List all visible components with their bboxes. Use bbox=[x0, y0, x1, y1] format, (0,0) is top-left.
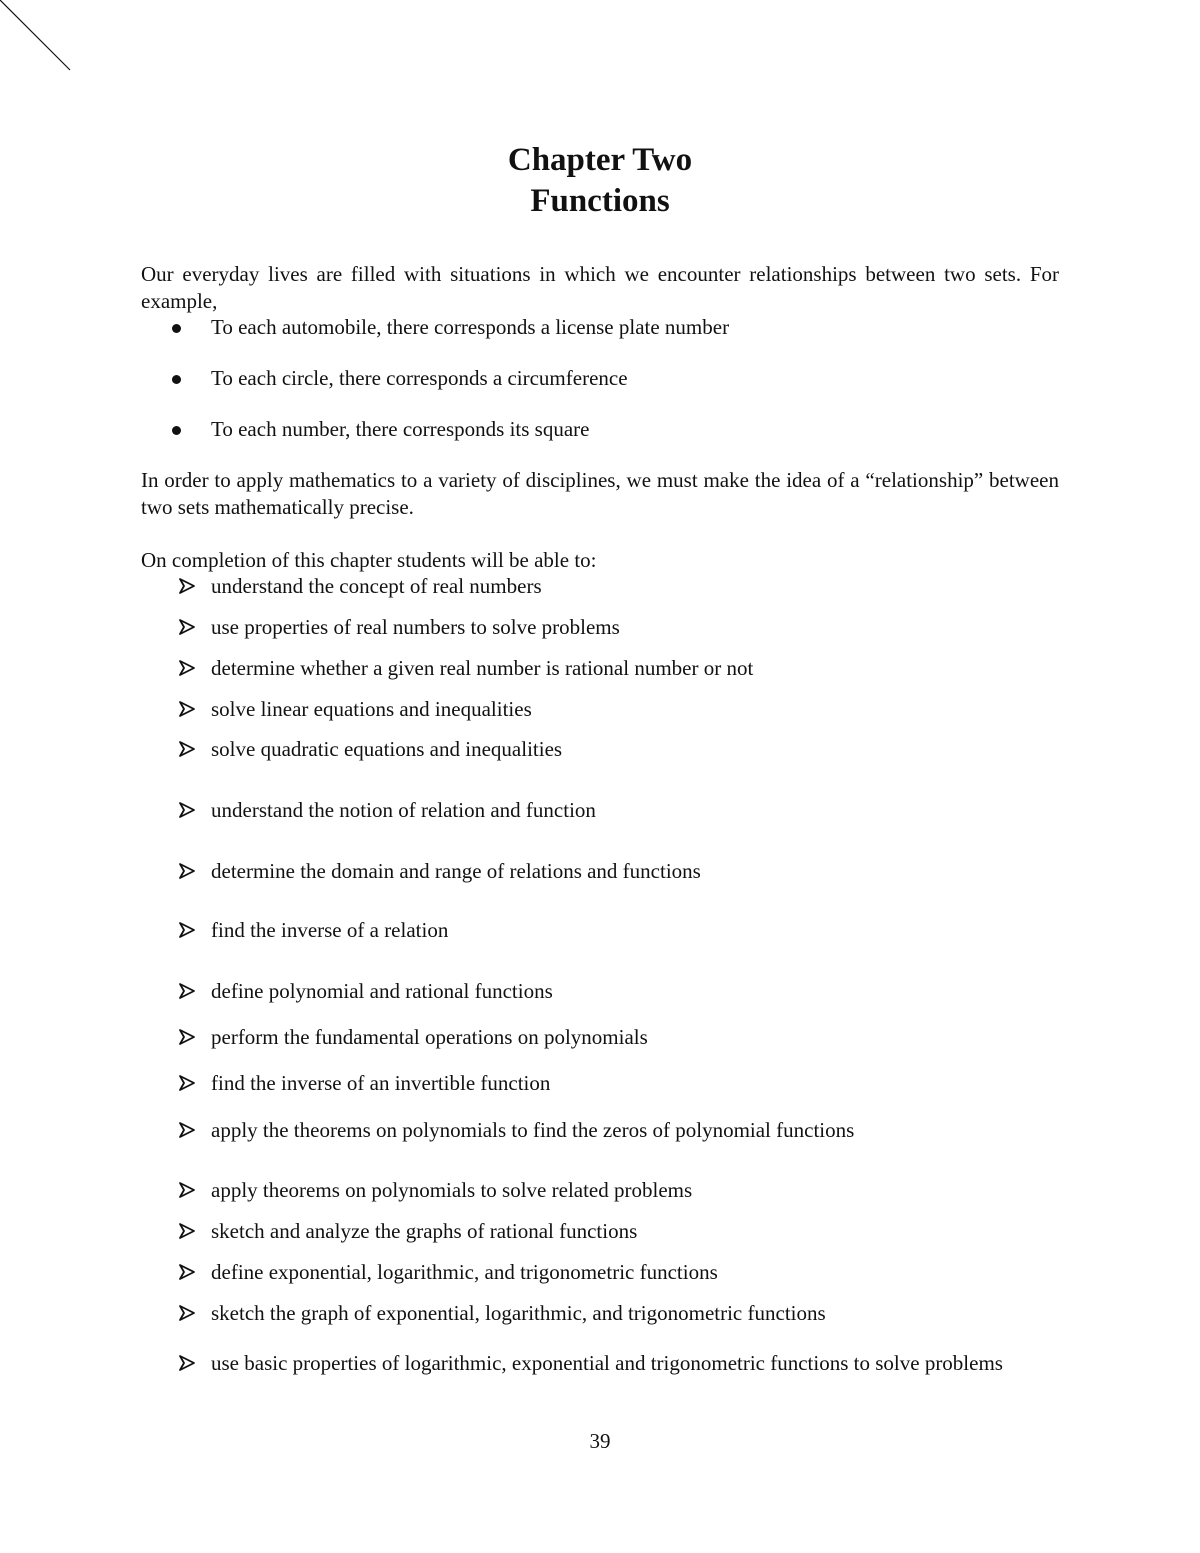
objective-item bbox=[172, 1350, 1059, 1378]
arrowhead-bullet-icon bbox=[178, 982, 196, 1000]
objective-item bbox=[172, 1070, 1059, 1098]
example-text: To each circle, there corresponds a circumference bbox=[211, 366, 628, 390]
objective-item bbox=[172, 1300, 1059, 1328]
arrowhead-bullet-icon bbox=[178, 1222, 196, 1240]
arrowhead-bullet-icon bbox=[178, 1028, 196, 1046]
objective-item bbox=[172, 696, 1059, 724]
arrowhead-bullet-icon bbox=[178, 618, 196, 636]
motivation-paragraph: In order to apply mathematics to a variety of disciplines, we must make the idea of a “relationship” between two sets mathematically precise. bbox=[141, 468, 1059, 519]
objective-text: find the inverse of an invertible function bbox=[211, 1071, 551, 1095]
objective-text: sketch the graph of exponential, logarithmic, and trigonometric functions bbox=[211, 1301, 826, 1325]
example-text: To each number, there corresponds its square bbox=[211, 417, 590, 441]
objective-text: sketch and analyze the graphs of rational functions bbox=[211, 1219, 638, 1243]
arrowhead-bullet-icon bbox=[178, 921, 196, 939]
arrowhead-bullet-icon bbox=[178, 659, 196, 677]
objective-text: determine the domain and range of relations and functions bbox=[211, 859, 701, 883]
chapter-title-line1: Chapter Two bbox=[507, 142, 693, 178]
arrowhead-bullet-icon bbox=[178, 1074, 196, 1092]
objective-item bbox=[172, 1259, 1059, 1287]
bullet-dot-icon bbox=[172, 426, 181, 435]
objective-text: find the inverse of a relation bbox=[211, 918, 449, 942]
bullet-dot-icon bbox=[172, 375, 181, 384]
chapter-title-line2: Functions bbox=[530, 183, 670, 219]
objective-text: define exponential, logarithmic, and trigonometric functions bbox=[211, 1260, 718, 1284]
objective-item bbox=[172, 917, 1059, 945]
example-text: To each automobile, there corresponds a license plate number bbox=[211, 315, 730, 339]
arrowhead-bullet-icon bbox=[178, 862, 196, 880]
corner-diagonal-line bbox=[0, 0, 80, 80]
objective-text: determine whether a given real number is rational number or not bbox=[211, 656, 754, 680]
arrowhead-bullet-icon bbox=[178, 700, 196, 718]
objective-text: understand the notion of relation and function bbox=[211, 798, 596, 822]
objective-item bbox=[172, 1117, 1059, 1145]
objective-text: apply the theorems on polynomials to find the zeros of polynomial functions bbox=[211, 1118, 855, 1142]
page-number: 39 bbox=[589, 1429, 611, 1453]
arrowhead-bullet-icon bbox=[178, 1181, 196, 1199]
objective-item bbox=[172, 978, 1059, 1006]
arrowhead-bullet-icon bbox=[178, 1354, 196, 1372]
objective-item bbox=[172, 614, 1059, 642]
arrowhead-bullet-icon bbox=[178, 1304, 196, 1322]
objective-text: define polynomial and rational functions bbox=[211, 979, 553, 1003]
arrowhead-bullet-icon bbox=[178, 1121, 196, 1139]
arrowhead-bullet-icon bbox=[178, 801, 196, 819]
objective-text: solve quadratic equations and inequalities bbox=[211, 737, 563, 761]
objectives-intro: On completion of this chapter students will be able to: bbox=[141, 548, 597, 572]
arrowhead-bullet-icon bbox=[178, 577, 196, 595]
objective-text: use basic properties of logarithmic, exponential and trigonometric functions to solve problems bbox=[211, 1351, 1003, 1375]
arrowhead-bullet-icon bbox=[178, 740, 196, 758]
objective-item bbox=[172, 1218, 1059, 1246]
objective-item bbox=[172, 858, 1059, 886]
bullet-dot-icon bbox=[172, 324, 181, 333]
objective-text: solve linear equations and inequalities bbox=[211, 697, 532, 721]
arrowhead-bullet-icon bbox=[178, 1263, 196, 1281]
intro-paragraph: Our everyday lives are filled with situations in which we encounter relationships between two sets. For example, bbox=[141, 262, 1059, 313]
objective-item bbox=[172, 1177, 1059, 1205]
objective-text: apply theorems on polynomials to solve related problems bbox=[211, 1178, 693, 1202]
objective-item bbox=[172, 1024, 1059, 1052]
objective-item bbox=[172, 797, 1059, 825]
chapter-title bbox=[141, 140, 1059, 222]
objective-text: use properties of real numbers to solve problems bbox=[211, 615, 620, 639]
objective-item bbox=[172, 736, 1059, 764]
objective-item bbox=[172, 573, 1059, 601]
objective-text: understand the concept of real numbers bbox=[211, 574, 542, 598]
objective-text: perform the fundamental operations on polynomials bbox=[211, 1025, 648, 1049]
objective-item bbox=[172, 655, 1059, 683]
